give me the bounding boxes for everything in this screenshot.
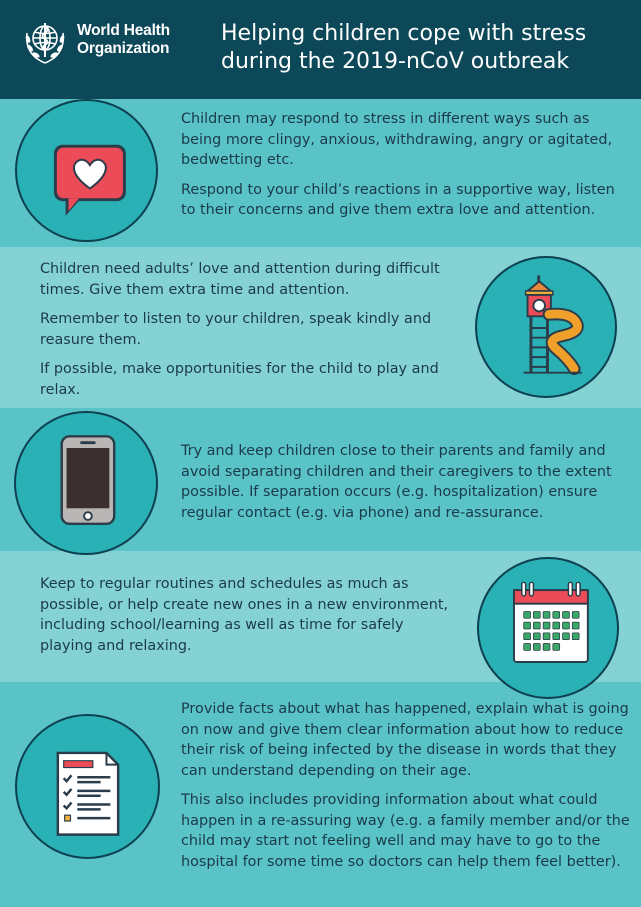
section-5-paragraph-2: This also includes providing information about what could happen in a re-assuring way (e.g. a family member and/or the child may start not feeling well and may have to go to the hospital for some time so doctors can help them feel better).: [181, 792, 630, 870]
page-title: [221, 20, 586, 76]
calendar-icon: [479, 559, 617, 697]
section-1-paragraph-2: Respond to your child’s reactions in a supportive way, listen to their concerns and give them extra love and attention.: [181, 181, 615, 218]
header-bar: [0, 0, 641, 99]
checklist-document-icon: [17, 716, 158, 857]
section-1-text: [181, 109, 631, 230]
section-2-paragraph-1: Children need adults’ love and attention during difficult times. Give them extra time and attention.: [40, 261, 440, 298]
organization-name: [77, 22, 170, 58]
section-1-paragraph-1: Children may respond to stress in different ways such as being more clingy, anxious, withdrawing, angry or agitated, bedwetting etc.: [181, 111, 613, 168]
section-3-icon-circle: [14, 411, 158, 555]
section-4-text: [40, 574, 460, 665]
section-4-icon-circle: [477, 557, 619, 699]
section-2-text: [40, 259, 460, 409]
section-3-text: [181, 441, 631, 532]
section-2-icon-circle: [475, 256, 617, 398]
playground-slide-icon: [477, 258, 615, 396]
who-emblem-icon: [20, 17, 70, 67]
section-3-paragraph-1: Try and keep children close to their parents and family and avoid separating children and their caregivers to the extent possible. If separation occurs (e.g. hospitalization) ensure regular contact (e.g. via phone) and re-assurance.: [181, 443, 612, 521]
section-2-paragraph-2: Remember to listen to your children, speak kindly and reasure them.: [40, 311, 432, 348]
mobile-phone-icon: [16, 413, 156, 553]
section-4-paragraph-1: Keep to regular routines and schedules as much as possible, or help create new ones in a new environment, including school/learning as well as time for safely playing and relaxing.: [40, 576, 449, 654]
section-5-paragraph-1: Provide facts about what has happened, explain what is going on now and give them clear information about how to reduce their risk of being infected by the disease in words that they can understand depending on their age.: [181, 701, 629, 779]
section-5-text: [181, 699, 631, 881]
title-line-1: Helping children cope with stress: [221, 21, 587, 46]
section-1-icon-circle: [15, 99, 158, 242]
section-2-paragraph-3: If possible, make opportunities for the child to play and relax.: [40, 361, 439, 398]
org-line-2: Organization: [77, 40, 170, 57]
section-5-icon-circle: [15, 714, 160, 859]
title-line-2: during the 2019-nCoV outbreak: [221, 49, 570, 74]
org-line-1: World Health: [77, 22, 170, 39]
heart-speech-bubble-icon: [17, 101, 156, 240]
